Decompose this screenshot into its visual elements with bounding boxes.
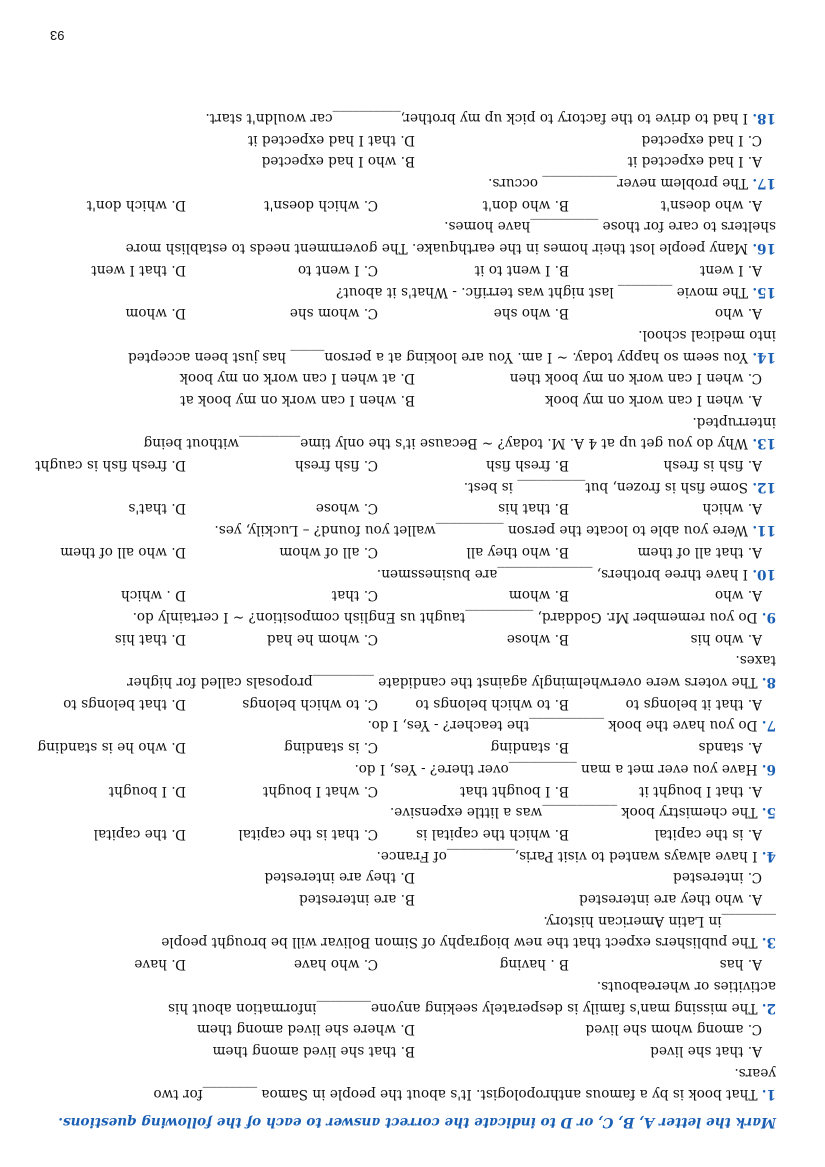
- answer-option[interactable]: A. who doesn't: [660, 196, 762, 213]
- answer-option[interactable]: D. that I had expected it: [247, 131, 415, 148]
- question-text: I have three brothers, ______________are businessmen.: [376, 565, 749, 582]
- answer-option[interactable]: B. to which belongs to: [415, 695, 569, 712]
- question-text: Some fish is frozen, but__________ is best.: [463, 478, 749, 495]
- question-1: [34, 1018, 776, 1105]
- answer-option[interactable]: B. who don't: [482, 196, 569, 213]
- question-number: 13.: [752, 435, 776, 452]
- answer-option[interactable]: B. are interested: [299, 891, 415, 908]
- question-text: years.: [734, 1064, 776, 1081]
- question-18: [34, 106, 776, 128]
- answer-options-row: [34, 302, 776, 324]
- answer-option[interactable]: C. which doesn't: [264, 196, 378, 213]
- question-number: 16.: [752, 240, 776, 257]
- answer-option[interactable]: B. which the capital is: [416, 825, 569, 842]
- answer-option[interactable]: B. whom: [508, 587, 569, 604]
- answer-option[interactable]: A. who they are interested: [579, 891, 762, 908]
- question-text-line: [34, 236, 776, 258]
- answer-option[interactable]: C. is standing: [283, 739, 378, 756]
- question-number: 2.: [761, 999, 776, 1016]
- answer-option[interactable]: B. I bought that: [460, 782, 569, 799]
- answer-option[interactable]: A. stands: [698, 739, 762, 756]
- answer-option[interactable]: D. that belongs to: [63, 695, 186, 712]
- question-number: 10.: [752, 565, 776, 582]
- question-text-line: [34, 974, 776, 996]
- question-number: 17.: [752, 175, 776, 192]
- question-list: [34, 106, 776, 1132]
- answer-option[interactable]: B . having: [499, 956, 569, 973]
- answer-option[interactable]: D. where she lived among them: [196, 1021, 415, 1038]
- question-text: The missing man's family is desperately seeking anyone________information about his: [168, 999, 758, 1016]
- answer-options-row: [34, 453, 776, 475]
- question-text-line: [34, 649, 776, 671]
- question-text: ________in Latin American history.: [543, 912, 776, 929]
- answer-option[interactable]: B. I went to it: [474, 261, 569, 278]
- answer-option[interactable]: B. fresh fish: [485, 457, 569, 474]
- answer-option[interactable]: A. is the capital: [654, 825, 762, 842]
- question-text-line: [34, 1083, 776, 1105]
- question-text: Why do you get up at 4 A. M. today? ~ Because it's the only time_________without being: [143, 435, 749, 452]
- question-number: 5.: [761, 804, 776, 821]
- answer-option[interactable]: A. who: [714, 305, 762, 322]
- answer-option[interactable]: B. that she lived among them: [212, 1042, 415, 1059]
- answer-options-row: [34, 388, 776, 410]
- question-8: [34, 627, 776, 692]
- question-number: 7.: [761, 717, 776, 734]
- answer-options-row: [34, 952, 776, 974]
- question-text-line: [34, 106, 776, 128]
- question-text: I had to drive to the factory to pick up my brother,__________car wouldn't start.: [205, 109, 749, 126]
- question-15: [34, 258, 776, 301]
- question-number: 12.: [752, 478, 776, 495]
- answer-options-row: [34, 584, 776, 606]
- answer-options-row: [34, 887, 776, 909]
- answer-option[interactable]: D. who all of them: [60, 543, 186, 560]
- question-text-line: [34, 931, 776, 953]
- question-number: 14.: [752, 348, 776, 365]
- answer-option[interactable]: C. I went to: [297, 261, 378, 278]
- question-text: I have always wanted to visit Paris,__________of France.: [376, 847, 758, 864]
- question-text-line: [34, 562, 776, 584]
- answer-options-row: [34, 367, 776, 389]
- question-text-line: [34, 909, 776, 931]
- answer-option[interactable]: D. whom: [125, 305, 186, 322]
- question-text: taxes.: [735, 652, 776, 669]
- question-13: [34, 367, 776, 454]
- answer-option[interactable]: C. whom he had: [266, 630, 378, 647]
- answer-option[interactable]: A. which: [702, 500, 762, 517]
- answer-option[interactable]: C. whose: [315, 500, 378, 517]
- answer-option[interactable]: C. that is the capital: [238, 825, 378, 842]
- question-text-line: [34, 605, 776, 627]
- question-text: The problem never___________ occurs.: [488, 175, 749, 192]
- answer-option[interactable]: D. have: [134, 956, 186, 973]
- answer-options-row: [34, 692, 776, 714]
- question-text: You seem so happy today. ~ I am. You are looking at a person_____ has just been accepted: [128, 348, 749, 365]
- question-text: The chemistry book ___________was a little expensive.: [389, 804, 758, 821]
- question-text-line: [34, 475, 776, 497]
- question-text-line: [34, 345, 776, 367]
- answer-option[interactable]: C. interested: [673, 869, 762, 886]
- answer-option[interactable]: C. when I can work on my book then: [509, 370, 762, 387]
- answer-options-row: [34, 866, 776, 888]
- question-text: The movie ________ last night was terrific. - What's it about?: [336, 283, 749, 300]
- answer-option[interactable]: C. among whom she lived: [585, 1021, 762, 1038]
- answer-option[interactable]: C. fish fresh: [295, 457, 378, 474]
- question-14: [34, 302, 776, 367]
- question-text-line: [34, 670, 776, 692]
- answer-option[interactable]: D. which don't: [86, 196, 186, 213]
- answer-option[interactable]: C. whom she: [289, 305, 378, 322]
- answer-option[interactable]: D. at when I can work on my book: [179, 370, 415, 387]
- answer-options-row: [34, 193, 776, 215]
- question-text: shelters to care for those __________have homes.: [444, 218, 776, 235]
- question-number: 1.: [761, 1086, 776, 1103]
- answer-option[interactable]: A. who: [714, 587, 762, 604]
- question-text: The voters were overwhelmingly against the candidate _________proposals called for higher: [127, 674, 758, 691]
- answer-options-row: [34, 1039, 776, 1061]
- question-text-line: [34, 171, 776, 193]
- answer-option[interactable]: A. that she lived: [650, 1042, 762, 1059]
- answer-options-row: [34, 1018, 776, 1040]
- answer-options-row: [34, 779, 776, 801]
- question-text: That book is by a famous anthropologist. It's about the people in Samoa ________for two: [153, 1086, 758, 1103]
- question-16: [34, 193, 776, 258]
- question-10: [34, 540, 776, 583]
- answer-option[interactable]: A. when I can work on my book: [545, 392, 762, 409]
- answer-option[interactable]: A. I had expected it: [627, 153, 762, 170]
- instruction-heading: Mark the letter A, B, C, or D to indicate the correct answer to each of the following questions.: [58, 1114, 776, 1130]
- question-12: [34, 453, 776, 496]
- answer-options-row: [34, 540, 776, 562]
- question-text: Were you able to locate the person __________wallet you found? – Luckily, yes.: [214, 522, 749, 539]
- question-text: Do you remember Mr. Goddard, __________taught us English composition? ~ I certainly do.: [132, 608, 758, 625]
- answer-option[interactable]: B. who I had expected: [261, 153, 415, 170]
- question-text-line: [34, 280, 776, 302]
- answer-option[interactable]: D. that's: [128, 500, 186, 517]
- answer-option[interactable]: A. I went: [699, 261, 762, 278]
- answer-option[interactable]: C. what I bought: [262, 782, 378, 799]
- question-text-line: [34, 519, 776, 541]
- question-4: [34, 822, 776, 865]
- question-text: Many people lost their homes in the earthquake. The government needs to establish more: [125, 240, 749, 257]
- answer-options-row: [34, 150, 776, 172]
- answer-option[interactable]: C. all of whom: [279, 543, 378, 560]
- question-text-line: [34, 1061, 776, 1083]
- question-number: 9.: [761, 608, 776, 625]
- answer-options-row: [34, 128, 776, 150]
- answer-option[interactable]: B. who she: [493, 305, 569, 322]
- question-number: 15.: [752, 283, 776, 300]
- question-5: [34, 779, 776, 822]
- question-text-line: [34, 757, 776, 779]
- answer-option[interactable]: C. to which belongs: [242, 695, 378, 712]
- answer-option[interactable]: D. that his: [114, 630, 186, 647]
- question-2: [34, 952, 776, 1017]
- answer-option[interactable]: B. when I can work on my book at: [180, 392, 415, 409]
- question-text: into medical school.: [638, 326, 776, 343]
- question-text: Do you have the book ___________the teacher? - Yes, I do.: [367, 717, 758, 734]
- question-text-line: [34, 714, 776, 736]
- answer-option[interactable]: A. who his: [690, 630, 762, 647]
- question-number: 18.: [752, 109, 776, 126]
- answer-option[interactable]: D. who he is standing: [37, 739, 186, 756]
- answer-options-row: [34, 822, 776, 844]
- question-6: [34, 735, 776, 778]
- question-text-line: [34, 432, 776, 454]
- answer-options-row: [34, 497, 776, 519]
- answer-option[interactable]: D. that I went: [91, 261, 186, 278]
- question-number: 3.: [761, 934, 776, 951]
- question-text-line: [34, 844, 776, 866]
- question-11: [34, 497, 776, 540]
- answer-option[interactable]: B. whose: [506, 630, 569, 647]
- answer-option[interactable]: A. that I bought it: [639, 782, 762, 799]
- question-text: Have you ever met a man __________over there? - Yes, I do.: [354, 760, 758, 777]
- question-text-line: [34, 323, 776, 345]
- question-number: 4.: [761, 847, 776, 864]
- answer-option[interactable]: C. who have: [293, 956, 378, 973]
- answer-option[interactable]: A. fish is fresh: [663, 457, 762, 474]
- answer-option[interactable]: D. they are interested: [264, 869, 415, 886]
- question-17: [34, 128, 776, 193]
- question-text: The publishers expect that the new biography of Simon Bolivar will be brought people: [161, 934, 758, 951]
- answer-options-row: [34, 735, 776, 757]
- answer-option[interactable]: D. I bought: [108, 782, 186, 799]
- answer-option[interactable]: A. that it belongs to: [625, 695, 762, 712]
- answer-option[interactable]: C. that: [331, 587, 378, 604]
- question-7: [34, 692, 776, 735]
- question-text-line: [34, 801, 776, 823]
- question-text: activities or whereabouts.: [596, 977, 776, 994]
- question-number: 8.: [761, 674, 776, 691]
- answer-options-row: [34, 627, 776, 649]
- answer-option[interactable]: D . which: [121, 587, 186, 604]
- answer-option[interactable]: C. I had expected: [641, 131, 762, 148]
- question-3: [34, 866, 776, 953]
- answer-option[interactable]: D. the capital: [93, 825, 186, 842]
- question-text-line: [34, 996, 776, 1018]
- question-text: interrupted.: [692, 413, 776, 430]
- question-number: 6.: [761, 760, 776, 777]
- answer-option[interactable]: D. fresh fish is caught: [35, 457, 186, 474]
- answer-options-row: [34, 258, 776, 280]
- answer-option[interactable]: A. has: [719, 956, 762, 973]
- answer-option[interactable]: B. who they all: [466, 543, 569, 560]
- question-number: 11.: [752, 522, 776, 539]
- question-text-line: [34, 215, 776, 237]
- question-text-line: [34, 410, 776, 432]
- page-number: 93: [50, 28, 65, 43]
- answer-option[interactable]: A. that all of them: [637, 543, 762, 560]
- question-9: [34, 584, 776, 627]
- answer-option[interactable]: B. that his: [498, 500, 569, 517]
- answer-option[interactable]: B. standing: [490, 739, 569, 756]
